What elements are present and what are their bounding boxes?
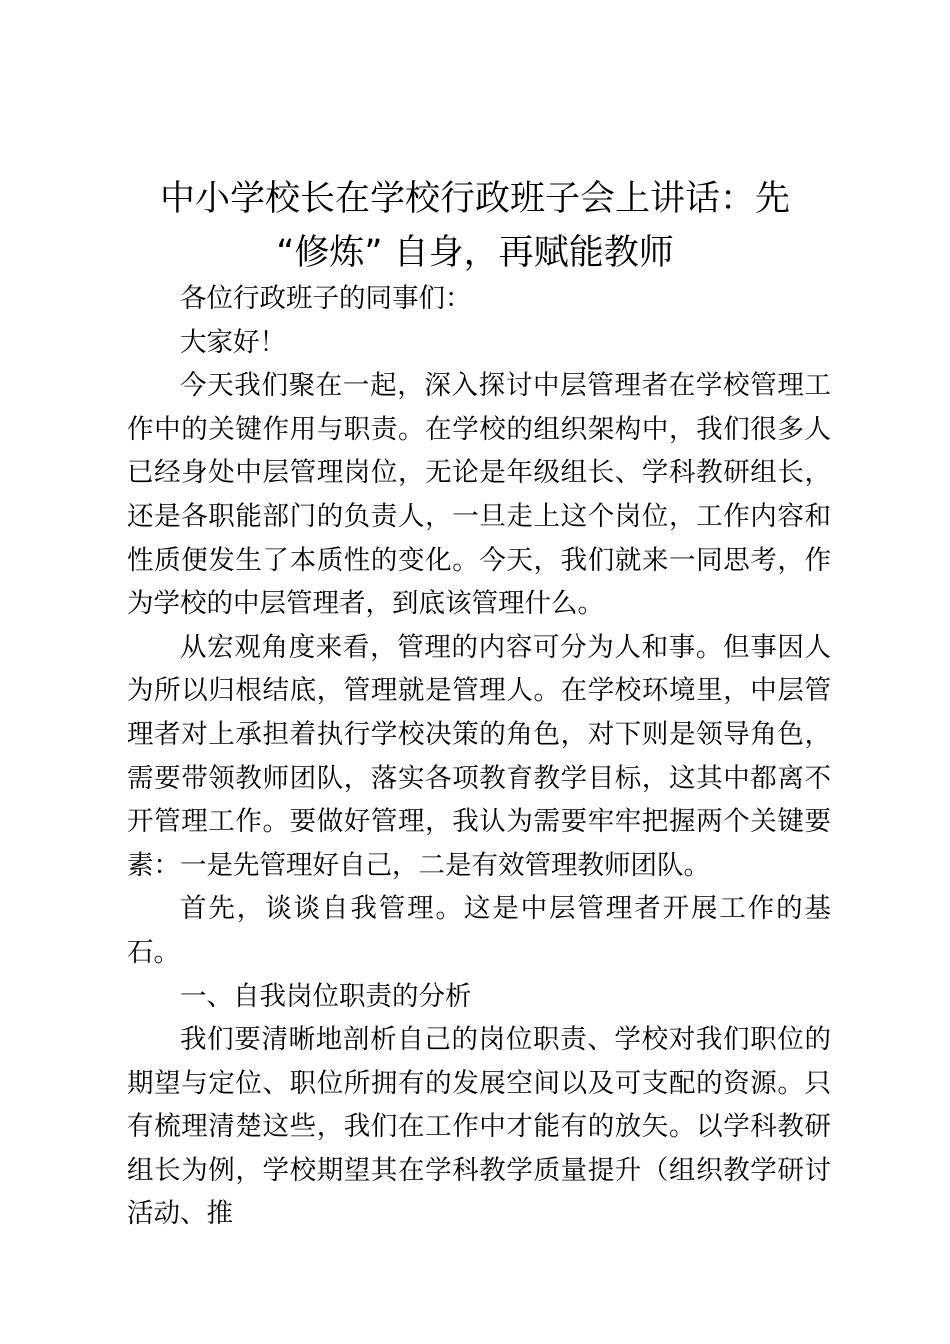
salutation: 各位行政班子的同事们： <box>180 283 472 314</box>
paragraph-macro-view: 从宏观角度来看，管理的内容可分为人和事。但事因人为所以归根结底，管理就是管理人。在学校环境里，中层管理者对上承担着执行学校决策的角色，对下则是领导角色，需要带领教师团队，落实各项教育教学目标，这其中都离不开管理工作。要做好管理，我认为需要牢牢把握两个关键要素：一是先管理好自己，二是有效管理教师团队。 <box>127 631 831 881</box>
paragraph-self-management: 首先，谈谈自我管理。这是中层管理者开展工作的基石。 <box>127 893 831 968</box>
greeting: 大家好！ <box>180 326 286 358</box>
title-line-1: 中小学校长在学校行政班子会上讲话：先 <box>159 179 790 219</box>
paragraph-intro: 今天我们聚在一起，深入探讨中层管理者在学校管理工作中的关键作用与职责。在学校的组织架构中，我们很多人已经身处中层管理岗位，无论是年级组长、学科教研组长，还是各职能部门的负责人，一旦走上这个岗位，工作内容和性质便发生了本质性的变化。今天，我们就来一同思考，作为学校的中层管理者，到底该管理什么。 <box>127 370 831 620</box>
paragraph-duty-analysis: 我们要清晰地剖析自己的岗位职责、学校对我们职位的期望与定位、职位所拥有的发展空间以及可支配的资源。只有梳理清楚这些，我们在工作中才能有的放矢。以学科教研组长为例，学校期望其在学科教学质量提升（组织教学研讨活动、推 <box>127 1024 831 1230</box>
section-heading-1: 一、自我岗位职责的分析 <box>180 980 472 1012</box>
document-body <box>127 277 831 1236</box>
document-title <box>120 172 830 280</box>
title-line-2: “修炼” 自身，再赋能教师 <box>276 233 674 273</box>
